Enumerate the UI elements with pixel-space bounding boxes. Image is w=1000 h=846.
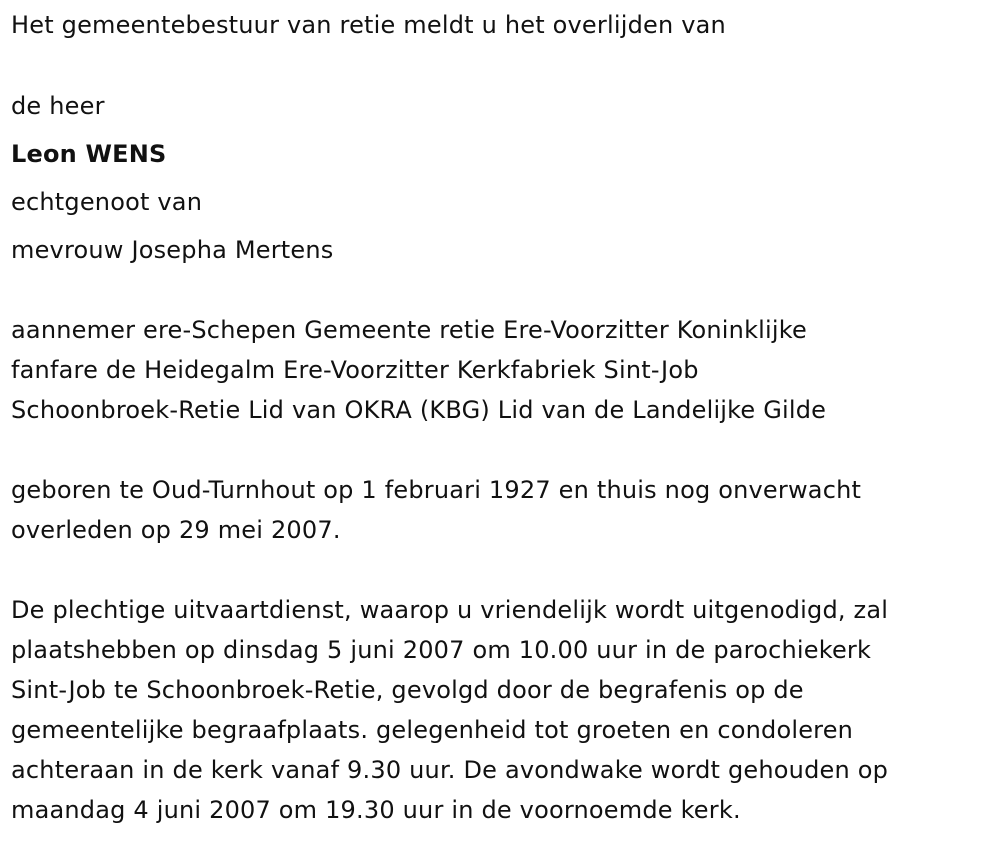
titles-line: fanfare de Heidegalm Ere-Voorzitter Kerkfabriek Sint-Job: [11, 356, 699, 384]
titles-line: aannemer ere-Schepen Gemeente retie Ere-Voorzitter Koninklijke: [11, 316, 807, 344]
titles-paragraph: [11, 310, 986, 430]
funeral-line: maandag 4 juni 2007 om 19.30 uur in de voornoemde kerk.: [11, 796, 741, 824]
birth-death-paragraph: [11, 470, 986, 550]
funeral-line: De plechtige uitvaartdienst, waarop u vriendelijk wordt uitgenodigd, zal: [11, 596, 889, 624]
salutation: de heer: [11, 92, 105, 120]
birth-death-line: overleden op 29 mei 2007.: [11, 516, 341, 544]
funeral-line: achteraan in de kerk vanaf 9.30 uur. De avondwake wordt gehouden op: [11, 756, 889, 784]
funeral-line: gemeentelijke begraafplaats. gelegenheid tot groeten en condoleren: [11, 716, 854, 744]
titles-line: Schoonbroek-Retie Lid van OKRA (KBG) Lid van de Landelijke Gilde: [11, 396, 827, 424]
spouse-label: echtgenoot van: [11, 188, 203, 216]
funeral-line: Sint-Job te Schoonbroek-Retie, gevolgd door de begrafenis op de: [11, 676, 804, 704]
spouse-name: mevrouw Josepha Mertens: [11, 236, 334, 264]
deceased-name: Leon WENS: [11, 140, 167, 168]
funeral-line: plaatshebben op dinsdag 5 juni 2007 om 10.00 uur in de parochiekerk: [11, 636, 872, 664]
funeral-paragraph: [11, 590, 986, 830]
birth-death-line: geboren te Oud-Turnhout op 1 februari 1927 en thuis nog onverwacht: [11, 476, 862, 504]
intro-text: Het gemeentebestuur van retie meldt u het overlijden van: [11, 11, 726, 39]
